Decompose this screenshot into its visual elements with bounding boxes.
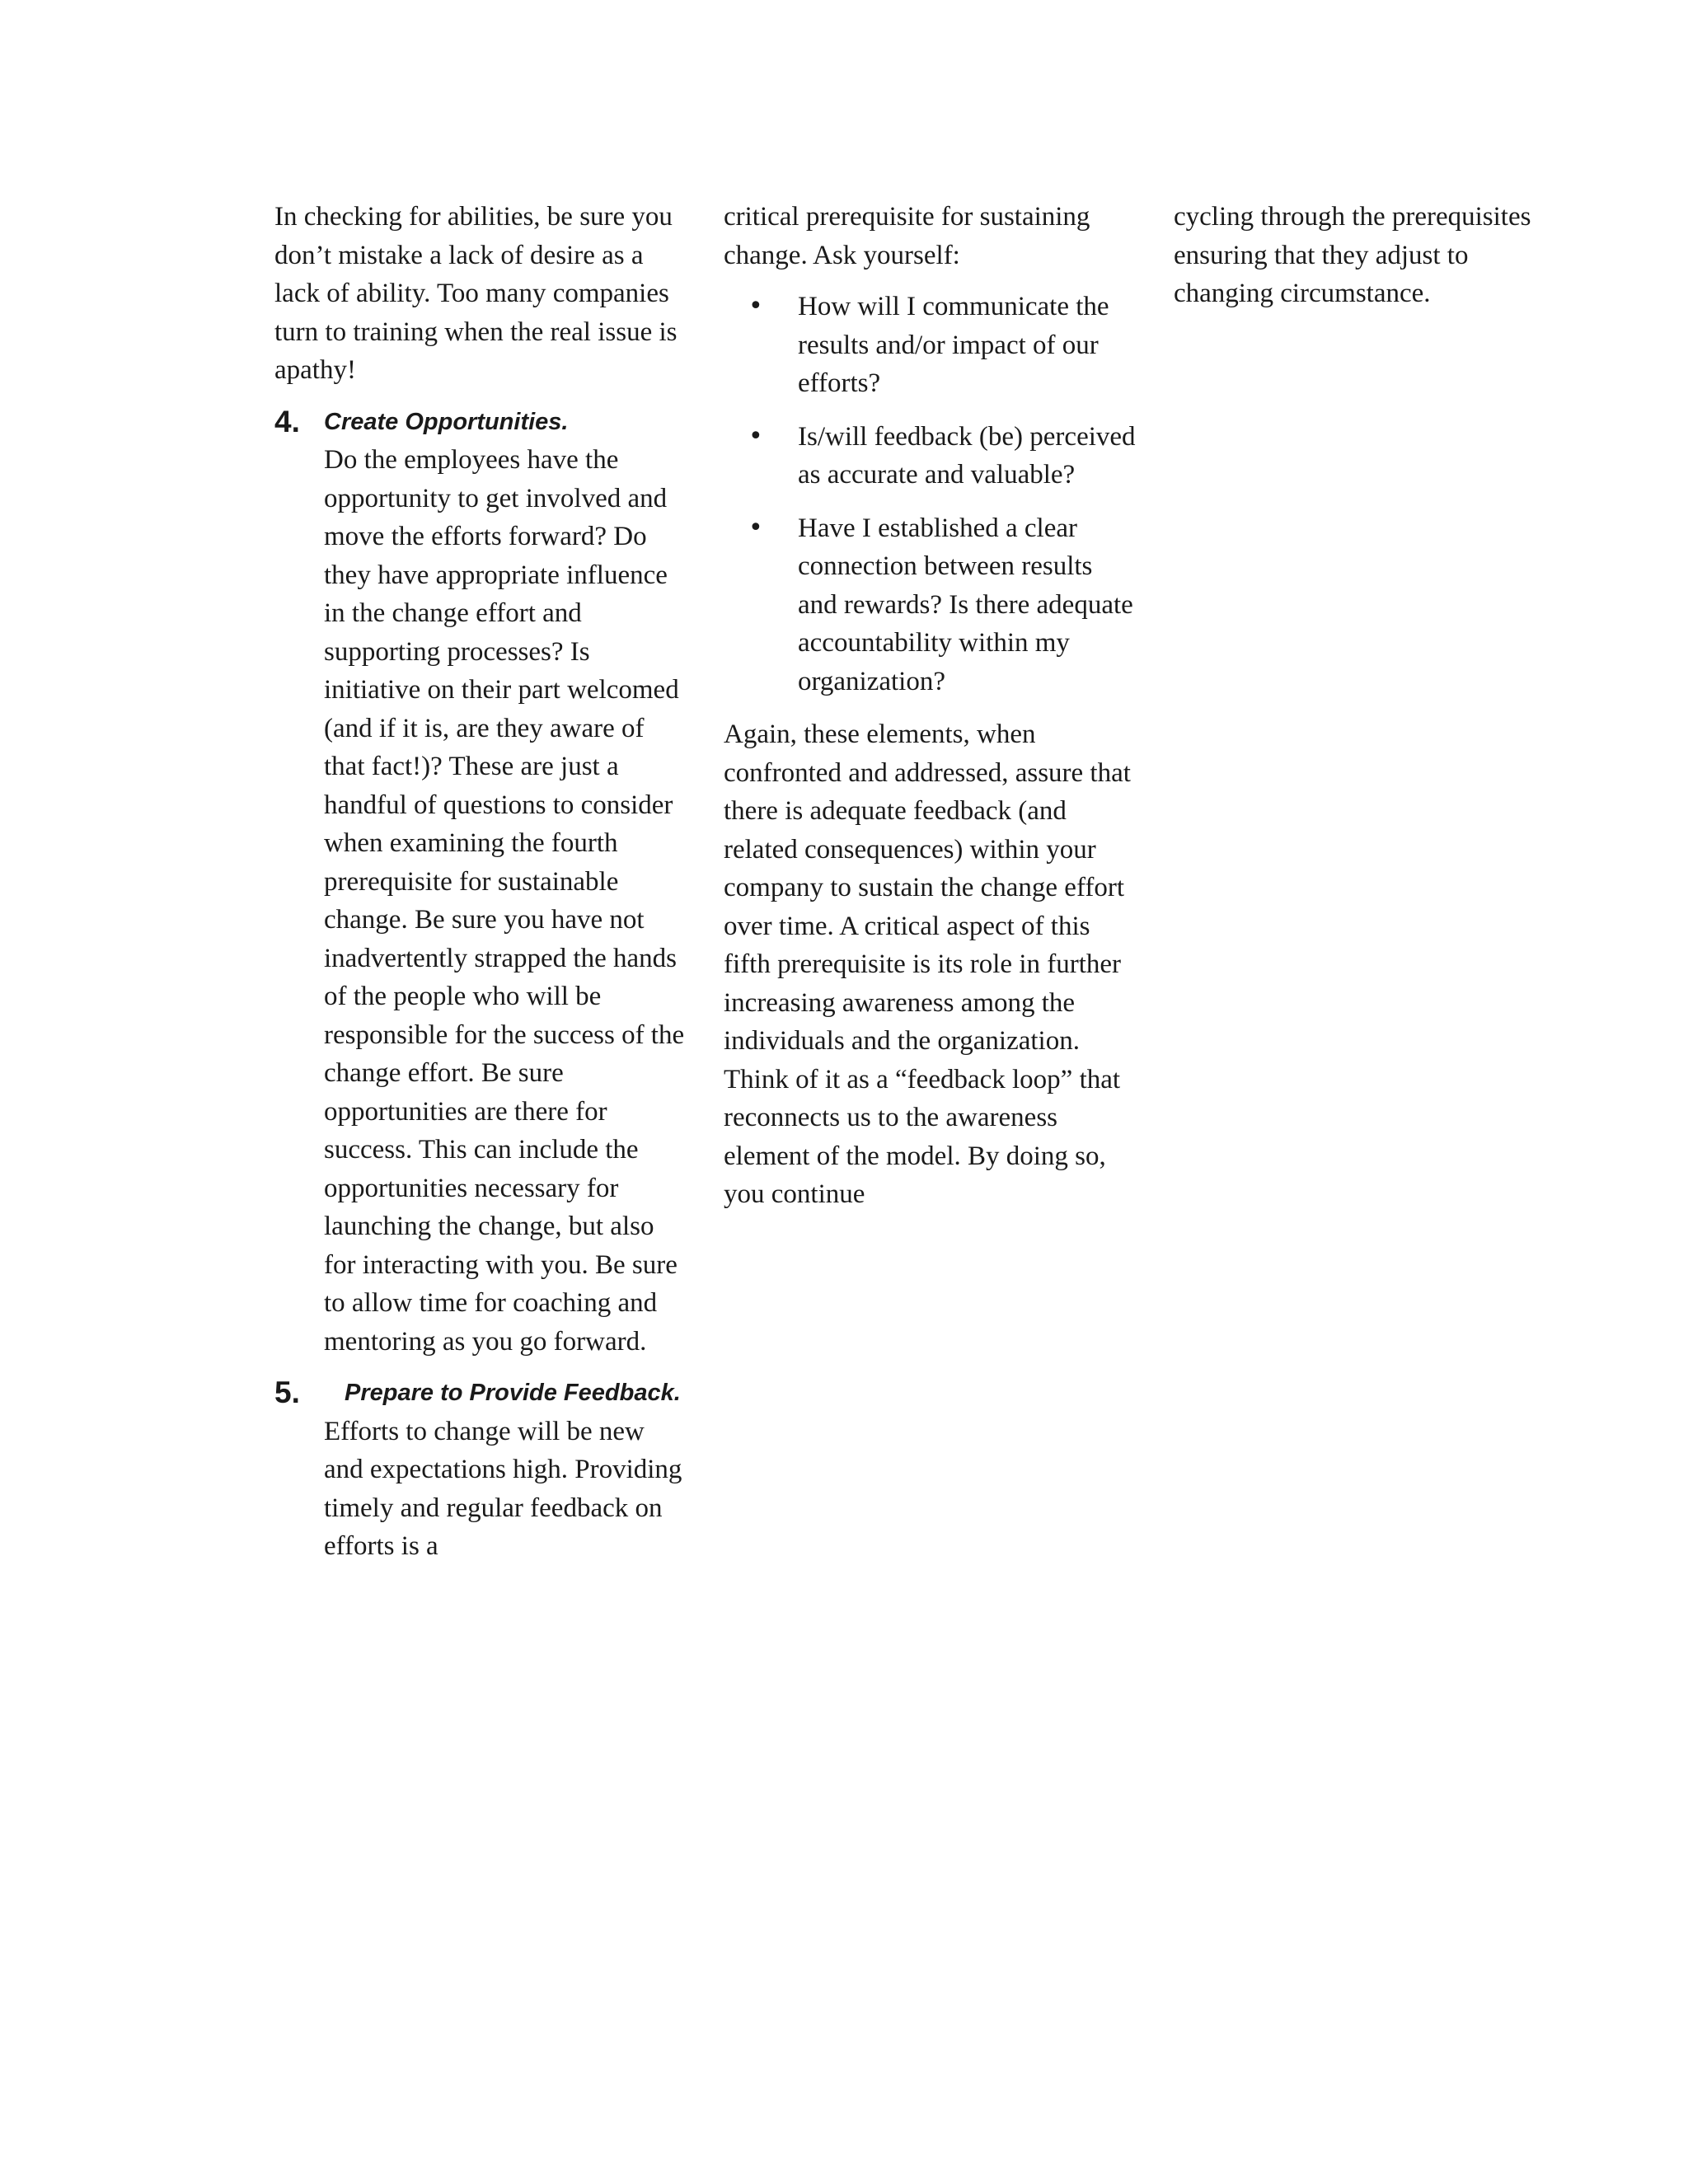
list-item [724,418,1136,494]
item-body: Efforts to change will be new and expectations high. Providing timely and regular feedback on efforts is a [324,1416,682,1561]
numbered-item-5 [274,1374,687,1566]
item-number: 4. [274,404,300,438]
list-item [724,288,1136,403]
bullet-icon: • [748,513,763,542]
list-item-text: Have I established a clear connection between results and rewards? Is there adequate accountability within my organization? [798,513,1133,696]
item-number: 5. [274,1376,300,1409]
item-content [324,403,687,1361]
column-1 [274,198,687,1566]
list-item [724,509,1136,701]
column-3 [1174,198,1561,313]
continued-paragraph: critical prerequisite for sustaining change. Ask yourself: [724,202,1090,270]
bullet-icon: • [748,421,763,451]
item-body: Do the employees have the opportunity to get involved and move the efforts forward? Do they have appropriate influence in the change effort and supporting processes? Is initiative on their part welcomed (and if it is, are they aware of that fact!)? These are just a handful of questions to consider when examining the fourth prerequisite for sustainable change. Be sure you have not inadvertently strapped the hands of the people who will be responsible for the success of the change effort. Be sure opportunities are there for success. This can include the opportunities necessary for launching the change, but also for interacting with you. Be sure to allow time for coaching and mentoring as you go forward. [324,445,685,1357]
list-item-text: How will I communicate the results and/or impact of our efforts? [798,292,1109,398]
list-item-text: Is/will feedback (be) perceived as accurate and valuable? [798,421,1136,490]
question-list [724,288,1136,701]
closing-paragraph: Again, these elements, when confronted and addressed, assure that there is adequate feedback (and related consequences) within your company to sustain the change effort over time. A critical aspect of this fifth prerequisite is its role in further increasing awareness among the individuals and the organization. Think of it as a “feedback loop” that reconnects us to the awareness element of the model. By doing so, you continue [724,719,1131,1209]
bullet-icon: • [748,292,763,321]
item-heading: Create Opportunities. [324,408,569,435]
intro-paragraph: In checking for abilities, be sure you don’t mistake a lack of desire as a lack of ability. Too many companies turn to training when the real issue is apathy! [274,202,678,385]
continued-paragraph: cycling through the prerequisites ensuring that they adjust to changing circumstance. [1174,202,1531,308]
column-2 [724,198,1136,1214]
item-heading: Prepare to Provide Feedback. [345,1380,681,1406]
item-content [324,1374,687,1566]
numbered-item-4 [274,403,687,1361]
